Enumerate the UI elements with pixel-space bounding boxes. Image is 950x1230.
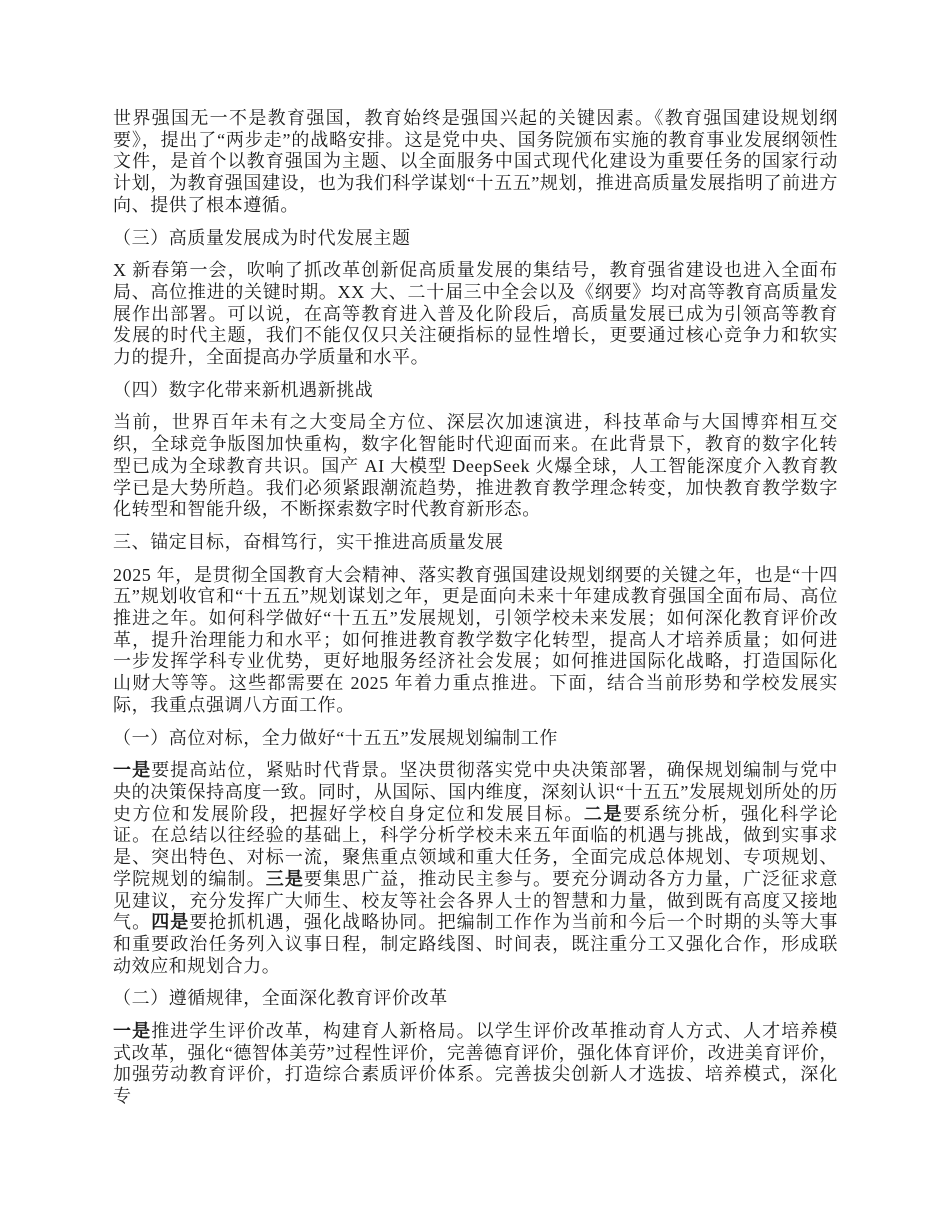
bold-text-run: 一是 [113,1021,152,1042]
text-run: 要抢抓机遇，强化战略协同。把编制工作作为当前和今后一个时期的头等大事和重要政治任务列入议事日程，制定路线图、时间表，既注重分工又强化合作，形成联动效应和规划合力。 [113,912,838,976]
text-run: 推进学生评价改革，构建育人新格局。以学生评价改革推动育人方式、人才培养模式改革，强化“德智体美劳”过程性评价，完善德育评价，强化体育评价，改进美育评价，加强劳动教育评价，打造综合素质评价体系。完善拔尖创新人才选拔、培养模式，深化专 [113,1021,838,1107]
text-run: （三）高质量发展成为时代发展主题 [113,227,411,248]
text-run: 要提高站位，紧贴时代背景。坚决贯彻落实党中央决策部署，确保规划编制与党中央的决策保持高度一致。同时，从国际、国内维度，深刻认识“十五五”发展规划所处的历史方位和发展阶段，把握好学校自身定位和发展目标。 [113,760,838,824]
text-run: 2025 年，是贯彻全国教育大会精神、落实教育强国建设规划纲要的关键之年，也是“十四五”规划收官和“十五五”规划谋划之年，更是面向未来十年建成教育强国全面布局、高位推进之年。如何科学做好“十五五”发展规划，引领学校未来发展；如何深化教育评价改革，提升治理能力和水平；如何推进教育教学数字化转型，提高人才培养质量；如何进一步发挥学科专业优势，更好地服务经济社会发展；如何推进国际化战略，打造国际化山财大等等。这些都需要在 2025 年着力重点推进。下面，结合当前形势和学校发展实际，我重点强调八方面工作。 [113,564,838,715]
section-heading [113,532,838,554]
text-run: X 新春第一会，吹响了抓改革创新促高质量发展的集结号，教育强省建设也进入全面布局、高位推进的关键时期。XX 大、二十届三中全会以及《纲要》均对高等教育高质量发展作出部署。可以说，在高等教育进入普及化阶段后，高质量发展已成为引领高等教育发展的时代主题，我们不能仅仅只关注硬指标的显性增长，更要通过核心竞争力和软实力的提升，全面提高办学质量和水平。 [113,260,838,368]
bold-text-run: 一是 [113,760,152,781]
bold-text-run: 四是 [151,912,190,933]
paragraph [113,760,838,977]
paragraph [113,260,838,369]
text-run: 世界强国无一不是教育强国，教育始终是强国兴起的关键因素。《教育强国建设规划纲要》，提出了“两步走”的战略安排。这是党中央、国务院颁布实施的教育事业发展纲领性文件，是首个以教育强国为主题、以全面服务中国式现代化建设为重要任务的国家行动计划，为教育强国建设，也为我们科学谋划“十五五”规划，推进高质量发展指明了前进方向、提供了根本遵循。 [113,108,838,215]
paragraph [113,108,838,217]
bold-text-run: 二是 [583,803,624,824]
paragraph [113,1021,838,1108]
text-run: 三、锚定目标，奋楫笃行，实干推进高质量发展 [113,531,504,552]
text-run: 要系统分析，强化科学论证。在总结以往经验的基础上，科学分析学校未来五年面临的机遇与挑战，做到实事求是、突出特色、对标一流，聚焦重点领域和重大任务，全面完成总体规划、专项规划、学院规划的编制。 [113,803,838,889]
text-run: 当前，世界百年未有之大变局全方位、深层次加速演进，科技革命与大国博弈相互交织，全球竞争版图加快重构，数字化智能时代迎面而来。在此背景下，教育的数字化转型已成为全球教育共识。国产 AI 大模型 DeepSeek 火爆全球，人工智能深度介入教育教学已是大势所趋。我们必须紧跟潮流趋势，推进教育教学理念转变，加快教育教学数字化转型和智能升级，不断探索数字时代教育新形态。 [113,412,838,520]
text-run: （二）遵循规律，全面深化教育评价改革 [113,988,448,1009]
section-heading [113,988,838,1010]
paragraph [113,412,838,521]
text-run: 要集思广益，推动民主参与。要充分调动各方力量，广泛征求意见建议，充分发挥广大师生、校友等社会各界人士的智慧和力量，做到既有高度又接地气。 [113,868,838,933]
text-run: （四）数字化带来新机遇新挑战 [113,379,374,400]
text-run: （一）高位对标，全力做好“十五五”发展规划编制工作 [113,727,558,748]
section-heading [113,728,838,750]
section-heading [113,380,838,402]
section-heading [113,228,838,250]
paragraph [113,565,838,717]
bold-text-run: 三是 [265,868,304,889]
